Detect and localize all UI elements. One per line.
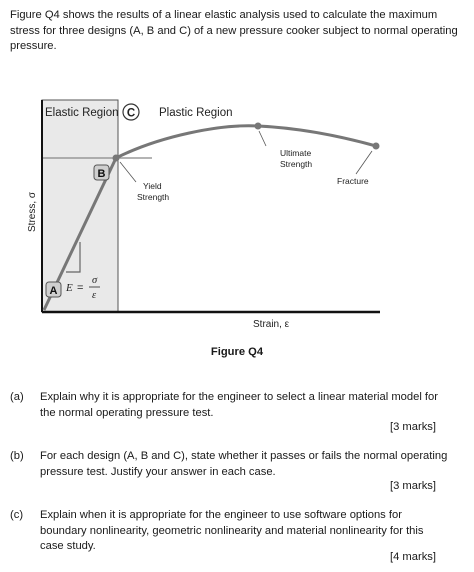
ultimate-label-line1: Ultimate [280,148,312,158]
question-c-label: (c) [10,509,24,521]
yield-point [113,155,120,162]
question-a-text: Explain why it is appropriate for the engineer to select a linear material model for the normal operating pressure test. [40,391,438,419]
question-a-label: (a) [10,391,24,403]
question-b-text: For each design (A, B and C), state whether it passes or fails the normal operating pressure test. Justify your answer in each case. [40,450,448,478]
ultimate-point [255,123,262,130]
plastic-region-label: Plastic Region [159,107,233,119]
point-b-label: B [97,168,106,180]
fracture-point [373,143,380,150]
elastic-region-label: Elastic Region [45,107,119,119]
equation-e: E [66,282,73,294]
intro-paragraph: Figure Q4 shows the results of a linear elastic analysis used to calculate the maximum stress for three designs (A, B and C) of a new pressure cooker subject to normal operating pressure. [10,9,458,52]
yield-label-line1: Yield [143,181,162,191]
equation-sigma: σ [92,275,98,286]
yield-arrow [120,162,136,182]
ultimate-label-line2: Strength [280,159,313,169]
y-axis-label: Stress, σ [27,191,38,232]
elastic-region-box [42,100,118,312]
point-a-label: A [49,285,58,297]
question-b-label: (b) [10,450,24,462]
equation-equals: = [77,282,84,294]
x-axis-label: Strain, ε [253,319,290,330]
equation-epsilon: ε [92,290,97,301]
question-c-text: Explain when it is appropriate for the engineer to use software options for boundary nonlinearity, geometric nonlinearity and material nonlinearity for this case study. [40,509,424,552]
fracture-arrow [356,151,372,174]
point-c-label: C [126,107,136,120]
question-a-marks: [3 marks] [389,421,436,433]
question-b-marks: [3 marks] [389,480,436,492]
yield-label-line2: Strength [137,192,170,202]
figure-caption: Figure Q4 [210,346,264,358]
fracture-label: Fracture [337,176,369,186]
ultimate-arrow [259,131,266,146]
question-c-marks: [4 marks] [389,551,436,563]
